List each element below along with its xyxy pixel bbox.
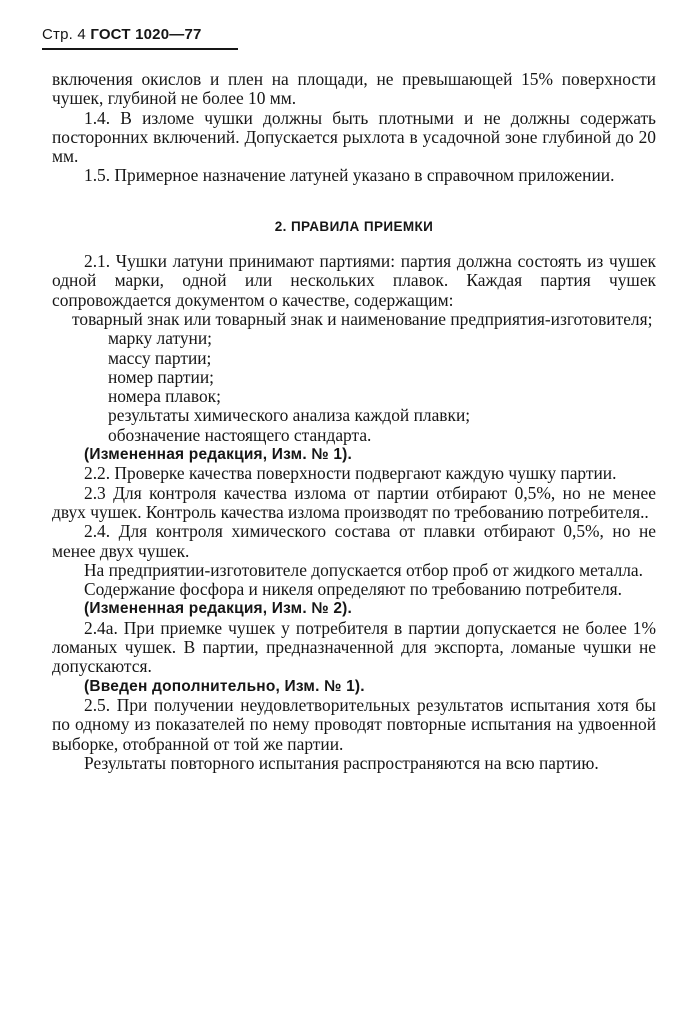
paragraph-2-4: 2.4. Для контроля химического состава от плавки отбирают 0,5%, но не менее двух чушек. <box>52 521 656 561</box>
amendment-note: (Измененная редакция, Изм. № 1). <box>84 446 353 464</box>
paragraph-1-4: 1.4. В изломе чушки должны быть плотными и не должны содержать посторонних включений. Допускается рыхлота в усадочной зоне глубиной до 20 мм. <box>52 107 656 167</box>
header-rule <box>42 48 238 50</box>
list-item: марку латуни; <box>108 328 213 349</box>
paragraph-1-5: 1.5. Примерное назначение латуней указано в справочном приложении. <box>84 165 615 186</box>
list-item: массу партии; <box>108 347 212 368</box>
amendment-note: (Измененная редакция, Изм. № 2). <box>84 600 353 618</box>
list-item: обозначение настоящего стандарта. <box>108 424 372 445</box>
paragraph-2-5-results: Результаты повторного испытания распространяются на всю партию. <box>84 752 599 773</box>
paragraph-2-5: 2.5. При получении неудовлетворительных результатов испытания хотя бы по одному из показателей по нему проводят повторные испытания на удвоенной выборке, отобранной от той же партии. <box>52 694 656 754</box>
list-lead-item: товарный знак или товарный знак и наименование предприятия-изготовителя; <box>72 308 653 329</box>
section-spacer <box>52 236 656 252</box>
section-spacer <box>52 186 656 217</box>
paragraph-2-3: 2.3 Для контроля качества излома от партии отбирают 0,5%, но не менее двух чушек. Контроль качества излома производят по требованию потребителя.. <box>52 482 656 522</box>
running-header <box>42 26 202 43</box>
paragraph-2-4-sampling: На предприятии-изготовителе допускается отбор проб от жидкого металла. <box>84 559 643 580</box>
list-item: номера плавок; <box>108 386 221 407</box>
amendment-note: (Введен дополнительно, Изм. № 1). <box>84 677 365 695</box>
body-text <box>52 70 656 773</box>
paragraph-2-4-content: Содержание фосфора и никеля определяют по требованию потребителя. <box>84 579 622 600</box>
paragraph-2-1: 2.1. Чушки латуни принимают партиями: партия должна состоять из чушек одной марки, одной или нескольких плавок. Каждая партия чушек сопровождается документом о качестве, содержащим: <box>52 251 656 310</box>
paragraph-continuation: включения окислов и плен на площади, не превышающей 15% поверхности чушек, глубиной не более 10 мм. <box>52 69 656 109</box>
standard-designation: ГОСТ 1020—77 <box>90 26 202 43</box>
page-number-label: Стр. 4 <box>42 26 86 43</box>
list-item: номер партии; <box>108 366 214 387</box>
list-item: результаты химического анализа каждой плавки; <box>108 405 471 426</box>
paragraph-2-4a: 2.4а. При приемке чушек у потребителя в партии допускается не более 1% ломаных чушек. В партии, предназначенной для экспорта, ломаные чушки не допускаются. <box>52 617 656 677</box>
section-title: 2. ПРАВИЛА ПРИЕМКИ <box>274 218 434 234</box>
paragraph-2-2: 2.2. Проверке качества поверхности подвергают каждую чушку партии. <box>84 463 617 484</box>
